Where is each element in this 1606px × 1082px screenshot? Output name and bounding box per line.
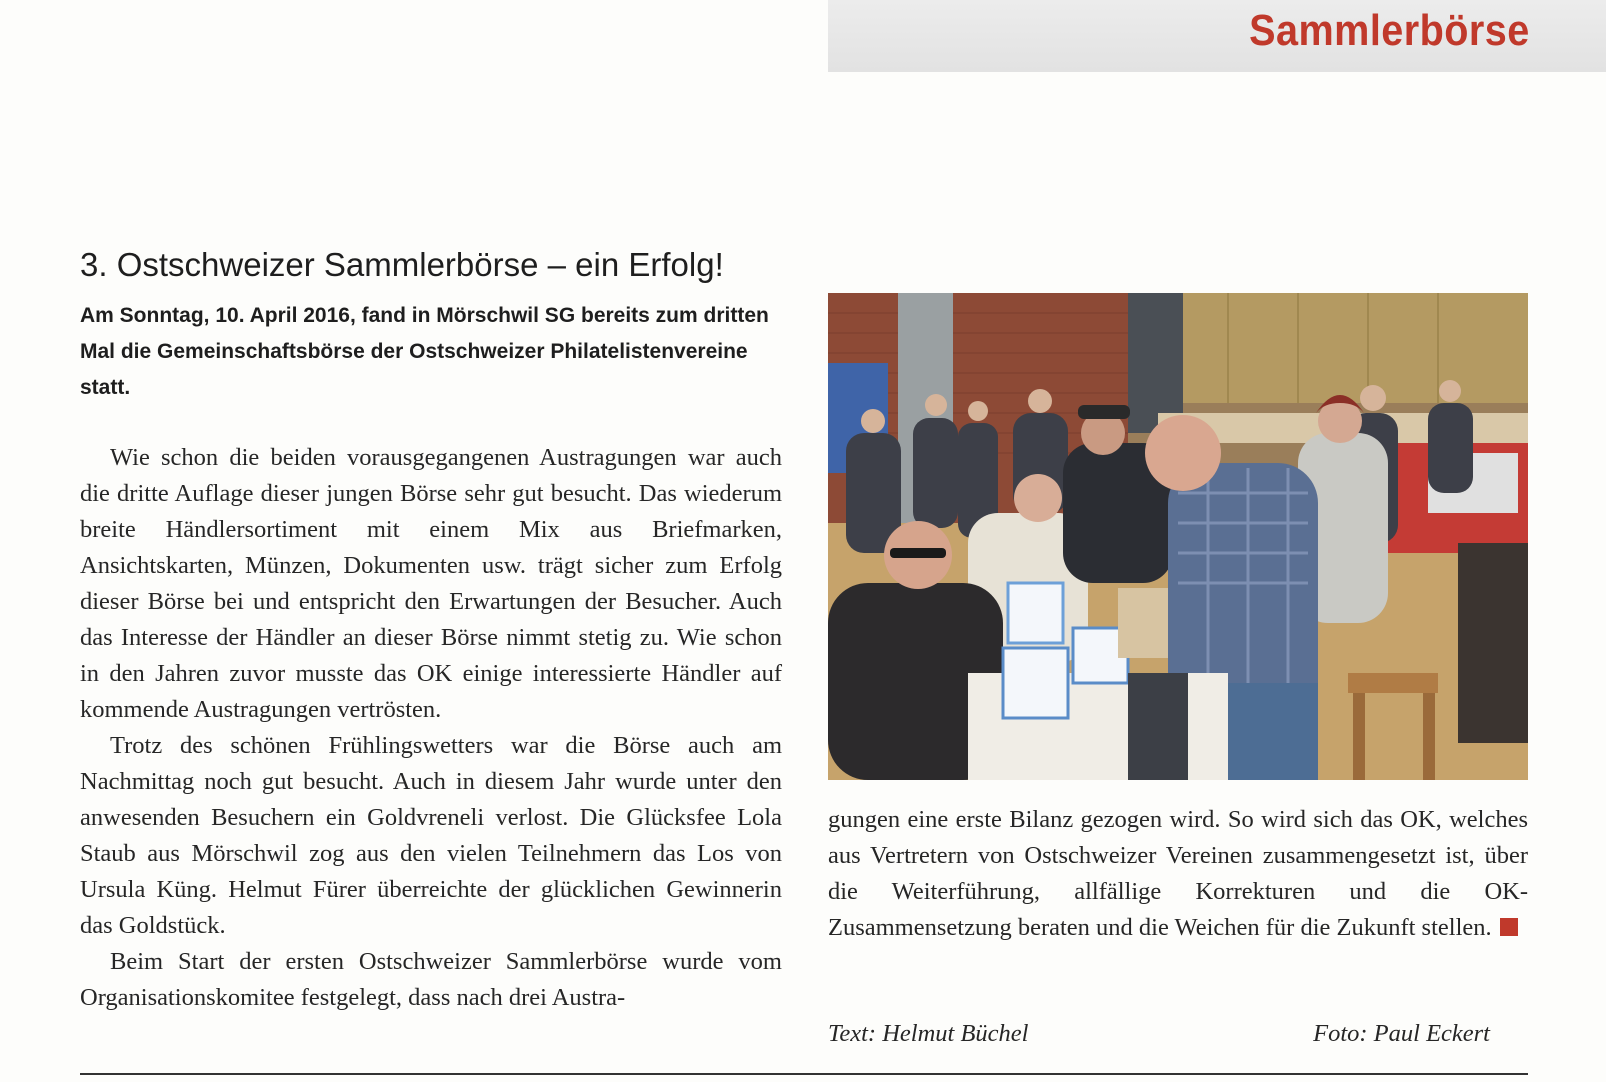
paragraph-3: Beim Start der ersten Ostschweizer Sammlerbörse wurde vom Organisationskomitee festgelegt, dass nach drei Austra- bbox=[80, 948, 782, 1011]
event-photo-illustration bbox=[828, 293, 1528, 780]
paragraph-1: Wie schon die beiden vorausgegangenen Austragungen war auch die dritte Auflage dieser jungen Börse sehr gut besucht. Das wiederum breite Händlersortiment mit einem Mix aus Briefmarken, Ansichtskarten, Münzen, Dokumenten usw. trägt sicher zum Erfolg dieser Börse bei und entspricht den Erwartungen der Besucher. Auch das Interesse der Händler an dieser Börse nimmt stetig zu. Wie schon in den Jahren zuvor musste das OK einige interessierte Händler auf kommende Austragungen vertrösten. bbox=[80, 444, 782, 723]
article-body-right bbox=[828, 802, 1528, 946]
paragraph-2: Trotz des schönen Frühlingswetters war die Börse auch am Nachmittag noch gut besucht. Auch in diesem Jahr wurde unter den anwesenden Besuchern ein Goldvreneli verlost. Die Glücksfee Lola Staub aus Mörschwil zog aus den vielen Teilnehmern das Los von Ursula Küng. Helmut Fürer überreichte der glücklichen Gewinnerin das Goldstück. bbox=[80, 732, 782, 939]
end-of-article-marker bbox=[1500, 918, 1518, 936]
event-photo bbox=[828, 293, 1528, 780]
photo-credit: Foto: Paul Eckert bbox=[1313, 1020, 1490, 1047]
article-headline: 3. Ostschweizer Sammlerbörse – ein Erfolg! bbox=[80, 246, 724, 283]
bottom-rule bbox=[80, 1073, 1528, 1075]
paragraph-continuation bbox=[828, 802, 1528, 946]
continuation-text: gungen eine erste Bilanz gezogen wird. So wird sich das OK, welches aus Vertretern von Ostschweizer Vereinen zusammengesetzt ist, über die Weiterführung, allfällige Korrekturen und die OK-Zusammensetzung beraten und die Weichen für die Zukunft stellen. bbox=[828, 806, 1528, 941]
article-lead: Am Sonntag, 10. April 2016, fand in Mörschwil SG bereits zum dritten Mal die Gemeinschaftsbörse der Ostschweizer Philatelistenvereine statt. bbox=[80, 304, 769, 399]
article-body-left bbox=[80, 440, 782, 1016]
text-credit: Text: Helmut Büchel bbox=[828, 1020, 1029, 1047]
section-title: Sammlerbörse bbox=[1249, 6, 1530, 55]
